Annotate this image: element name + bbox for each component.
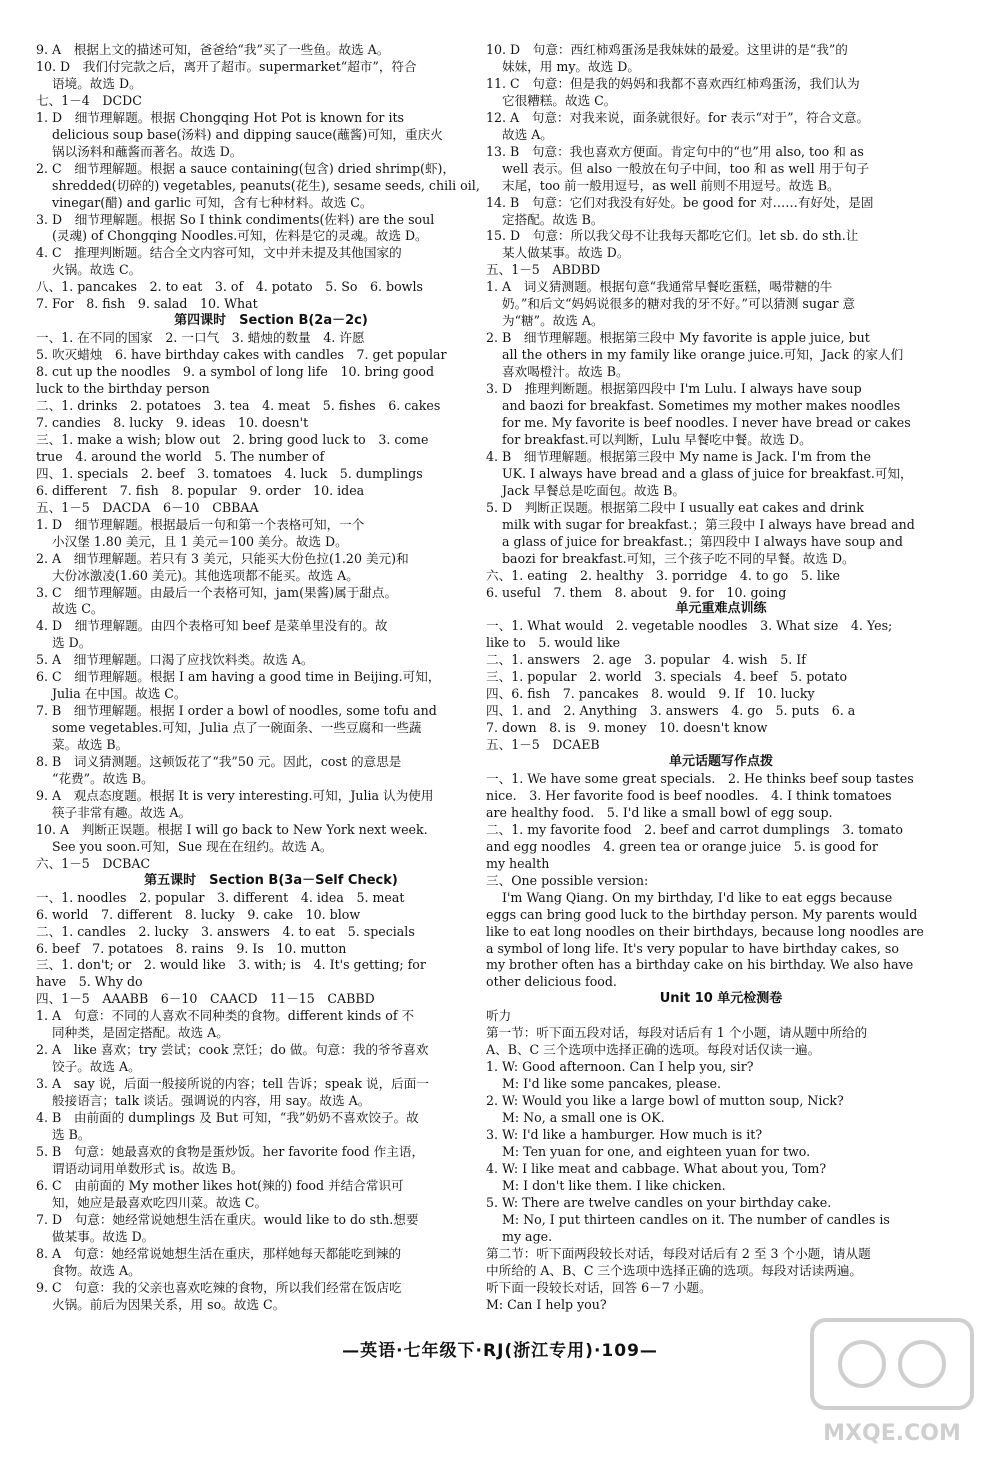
answer-line: 菜。故选 B。 [52,737,129,753]
answer-line: some vegetables.可知，Julia 点了一碗面条、一些豆腐和一些蔬 [52,720,422,736]
answer-line: like to eat long noodles on their birthdays, because long noodles are [486,923,924,939]
answer-line: 2. A 细节理解题。若只有 3 美元，只能买大份色拉(1.20 美元)和 [36,550,409,566]
answer-line: 8. B 词义猜测题。这顿饭花了“我”50 元。因此，cost 的意思是 [36,754,402,770]
answer-line: 四、6. fish 7. pancakes 8. would 9. If 10. lucky [486,686,815,702]
answer-line: 8. cut up the noodles 9. a symbol of long life 10. bring good [36,364,435,380]
answer-line: 第一节：听下面五段对话，每段对话后有 1 个小题，请从题中所给的 [486,1025,868,1041]
answer-line: 7. For 8. fish 9. salad 10. What [36,296,258,312]
answer-line: 定搭配。故选 B。 [502,211,604,227]
answer-line: 5. 吹灭蜡烛 6. have birthday cakes with candles 7. get popular [36,347,447,363]
answer-line: 火锅。前后为因果关系，用 so。故选 C。 [52,1296,286,1312]
answer-line: a glass of juice for breakfast.；第四段中 I always have soup and [502,533,903,549]
answer-line: delicious soup base(汤料) and dipping sauce(蘸酱)可知，重庆火 [52,126,443,142]
answer-line: 第二节：听下面两段较长对话，每段对话后有 2 至 3 个小题，请从题 [486,1245,871,1261]
answer-line: 一、1. noodles 2. popular 3. different 4. idea 5. meat [36,889,405,905]
section-heading: 单元话题写作点拨 [668,754,773,770]
section-heading: 第五课时 Section B(3a－Self Check) [144,872,398,888]
answer-line: 食物。故选 A。 [52,1262,141,1278]
answer-line: 13. B 句意：我也喜欢方便面。肯定句中的“也”用 also, too 和 as [486,143,864,159]
answer-line: 1. D 细节理解题。根据最后一句和第一个表格可知，一个 [36,516,365,532]
answer-line: well 表示。但 also 一般放在句子中间，too 和 as well 用于句子 [502,160,870,176]
answer-line: 二、1. drinks 2. potatoes 3. tea 4. meat 5. fishes 6. cakes [36,398,441,414]
answer-line: 3. A say 说，后面一般接所说的内容；tell 告诉；speak 说，后面一 [36,1076,429,1092]
answer-line: A、B、C 三个选项中选择正确的选项。每段对话仅读一遍。 [486,1042,821,1058]
answer-line: 2. A like 喜欢；try 尝试；cook 烹饪；do 做。句意：我的爷爷喜欢 [36,1042,429,1058]
answer-line: 喜欢喝橙汁。故选 B。 [502,364,629,380]
answer-line: 10. A 判断正误题。根据 I will go back to New York next week. [36,821,428,837]
answer-line: 一、1. We have some great specials. 2. He thinks beef soup tastes [486,770,914,786]
answer-line: 14. B 句意：它们对我没有好处。be good for 对……有好处，是固 [486,194,874,210]
section-heading: 第四课时 Section B(2a－2c) [174,313,368,329]
answer-line: 1. D 细节理解题。根据 Chongqing Hot Pot is known for its [36,109,404,125]
answer-line: milk with sugar for breakfast.；第三段中 I always have bread and [502,516,915,532]
answer-line: 三、1. don't; or 2. would like 3. with; is 4. It's getting; for [36,957,426,973]
answer-line: 9. C 句意：我的父亲也喜欢吃辣的食物，所以我们经常在饭店吃 [36,1279,402,1295]
answer-line: 故选 A。 [502,126,553,142]
answer-line: 同种类，是固定搭配。故选 A。 [52,1025,229,1041]
answer-line: true 4. around the world 5. The number of [36,448,325,464]
answer-line: 四、1. specials 2. beef 3. tomatoes 4. luck 5. dumplings [36,465,423,481]
answer-line: Julia 在中国。故选 C。 [52,686,187,702]
answer-line: 五、1－5 DCAEB [486,737,600,753]
answer-line: 为“糖”。故选 A。 [502,313,604,329]
answer-line: 3. D 细节理解题。根据 So I think condiments(佐料) are the soul [36,211,435,227]
left-column [36,42,506,1313]
answer-line: 三、1. make a wish; blow out 2. bring good luck to 3. come [36,431,429,447]
answer-line: like to 5. would like [486,635,621,651]
answer-line: and egg noodles 4. green tea or orange juice 5. is good for [486,838,878,854]
answer-line: 15. D 句意：所以我父母不让我每天都吃它们。let sb. do sth.让 [486,228,859,244]
answer-line: 听下面一段较长对话，回答 6－7 小题。 [486,1279,712,1295]
answer-line: have 5. Why do [36,974,143,990]
answer-line: 7. B 细节理解题。根据 I order a bowl of noodles, some tofu and [36,703,437,719]
answer-line: 4. B 细节理解题。根据第三段中 My name is Jack. I'm from the [486,448,871,464]
answer-line: 12. A 句意：对我来说，面条就很好。for 表示“对于”，符合文意。 [486,109,870,125]
answer-line: 二、1. answers 2. age 3. popular 4. wish 5. If [486,652,806,668]
answer-line: 9. A 根据上文的描述可知，爸爸给“我”买了一些鱼。故选 A。 [36,42,390,57]
answer-line: 做某事。故选 D。 [52,1228,155,1244]
answer-line: 二、1. my favorite food 2. beef and carrot dumplings 3. tomato [486,821,903,837]
answer-line: 一、1. 在不同的国家 2. 一口气 3. 蜡烛的数量 4. 许愿 [36,330,365,346]
section-heading: 单元重难点训练 [675,601,767,617]
answer-line: 2. B 细节理解题。根据第三段中 My favorite is apple juice, but [486,330,870,346]
answer-line: 妹妹，用 my。故选 D。 [502,58,640,74]
answer-line: 三、One possible version: [486,872,649,888]
answer-line: 9. A 观点态度题。根据 It is very interesting.可知，Julia 认为使用 [36,787,434,803]
answer-line: See you soon.可知，Sue 现在在纽约。故选 A。 [52,838,333,854]
answer-line: 6. C 由前面的 My mother likes hot(辣的) food 并结合常识可 [36,1177,404,1193]
answer-line: “花费”。故选 B。 [52,770,154,786]
answer-line: all the others in my family like orange juice.可知，Jack 的家人们 [502,347,904,363]
answer-line: 四、1. and 2. Anything 3. answers 4. go 5. puts 6. a [486,703,856,719]
section-heading: Unit 10 单元检测卷 [659,991,783,1007]
answer-line: 5. B 句意：她最喜欢的食物是蛋炒饭。her favorite food 作主语， [36,1143,425,1159]
answer-line: 2. C 细节理解题。根据 a sauce containing(包含) dried shrimp(虾)， [36,160,456,176]
page-footer: —英语·七年级下·RJ(浙江专用)·109— [342,1341,658,1361]
answer-line: 7. down 8. is 9. money 10. doesn't know [486,720,768,736]
answer-line: my age. [502,1228,553,1244]
answer-line: are healthy food. 5. I'd like a small bowl of egg soup. [486,804,833,820]
answer-line: luck to the birthday person [36,381,210,397]
answer-line: 6. world 7. different 8. lucky 9. cake 10. blow [36,906,361,922]
answer-line: 它很糟糕。故选 C。 [502,92,617,108]
answer-line: 小汉堡 1.80 美元，且 1 美元＝100 美分。故选 D。 [52,533,348,549]
answer-line: 1. W: Good afternoon. Can I help you, sir? [486,1059,754,1075]
answer-line: baozi for breakfast.可知，三个孩子吃不同的早餐。故选 D。 [502,550,855,566]
answer-line: 1. A 句意：不同的人喜欢不同种类的食物。different kinds of 不 [36,1008,415,1024]
right-column [486,42,956,1313]
answer-line: for breakfast.可以判断，Lulu 早餐吃中餐。故选 D。 [502,431,812,447]
answer-line: 3. W: I'd like a hamburger. How much is it? [486,1127,763,1142]
answer-line: 语境。故选 D。 [52,75,142,91]
answer-line: 某人做某事。故选 D。 [502,245,630,261]
answer-line: 谓语动词用单数形式 is。故选 B。 [52,1160,244,1176]
answer-line: 4. C 推理判断题。结合全文内容可知，文中并未提及其他国家的 [36,245,402,261]
answer-line: M: No, I put thirteen candles on it. The number of candles is [502,1211,890,1227]
answer-line: 6. C 细节理解题。根据 I am having a good time in Beijing.可知， [36,669,441,685]
answer-line: 五、1－5 ABDBD [486,262,601,278]
answer-line: 故选 C。 [52,601,104,617]
answer-line: 二、1. candles 2. lucky 3. answers 4. to eat 5. specials [36,923,415,939]
answer-line: 饺子。故选 A。 [52,1059,141,1075]
answer-line: for me. My favorite is beef noodles. I never have bread or cakes [502,414,911,430]
answer-line: 3. C 细节理解题。由最后一个表格可知，jam(果酱)属于甜点。 [36,584,398,600]
answer-line: 七、1－4 DCDC [36,92,142,108]
answer-line: 4. W: I like meat and cabbage. What about you, Tom? [486,1160,827,1176]
answer-line: eggs can bring good luck to the birthday person. My parents would [486,906,918,922]
answer-line: a symbol of long life. It's very popular to have birthday cakes, so [486,940,899,956]
answer-line: 四、1－5 AAABB 6－10 CAACD 11－15 CABBD [36,991,375,1007]
answer-line: 3. D 推理判断题。根据第四段中 I'm Lulu. I always have soup [486,381,862,397]
answer-line: 7. candies 8. lucky 9. ideas 10. doesn't [36,414,309,430]
answer-line: 锅以汤料和蘸酱而著名。故选 D。 [52,143,243,159]
answer-line: 6. different 7. fish 8. popular 9. order 10. idea [36,482,365,498]
answer-line: shredded(切碎的) vegetables, peanuts(花生), sesame seeds, chili oil, [52,177,480,193]
answer-line: M: I'd like some pancakes, please. [502,1076,721,1092]
answer-line: 火锅。故选 C。 [52,262,142,278]
answer-line: M: No, a small one is OK. [502,1110,665,1126]
svg-text:MXQE.COM: MXQE.COM [823,1421,961,1446]
answer-line: 5. W: There are twelve candles on your birthday cake. [486,1194,832,1210]
answer-line: 中所给的 A、B、C 三个选项中选择正确的选项。每段对话读两遍。 [486,1262,863,1278]
answer-line: my health [486,855,550,871]
answer-line: 知，她应是最喜欢吃四川菜。故选 C。 [52,1194,268,1210]
answer-line: nice. 3. Her favorite food is beef noodles. 4. I think tomatoes [486,787,892,803]
answer-line: 五、1－5 DACDA 6－10 CBBAA [36,499,259,515]
answer-line: UK. I always have bread and a glass of juice for breakfast.可知， [502,465,913,481]
answer-line: Jack 早餐总是吃面包。故选 B。 [502,482,686,498]
answer-line: and baozi for breakfast. Sometimes my mother makes noodles [502,398,901,414]
answer-line: 1. A 词义猜测题。根据句意“我通常早餐吃蛋糕，喝带糖的牛 [486,279,833,295]
answer-line: 6. useful 7. them 8. about 9. for 10. going [486,584,787,600]
answer-line: vinegar(醋) and garlic 可知，含有七种材料。故选 C。 [52,194,373,210]
answer-line: 听力 [486,1008,512,1024]
answer-line: 奶。”和后文“妈妈说很多的糖对我的牙不好。”可以猜测 sugar 意 [502,296,856,312]
answer-line: 4. D 细节理解题。由四个表格可知 beef 是菜单里没有的。故 [36,618,388,634]
answer-line: M: Can I help you? [486,1296,607,1312]
answer-line: 一、1. What would 2. vegetable noodles 3. What size 4. Yes; [486,618,893,634]
answer-line: other delicious food. [486,974,617,990]
answer-line: 末尾，too 前一般用逗号，as well 前则不用逗号。故选 B。 [502,177,840,193]
answer-line: (灵魂) of Chongqing Noodles.可知，佐料是它的灵魂。故选 D。 [52,228,428,244]
answer-line: I'm Wang Qiang. On my birthday, I'd like to eat eggs because [502,889,893,905]
answer-line: 般接语言；talk 谈话。强调说的内容，用 say。故选 A。 [52,1093,371,1109]
answer-line: 六、1－5 DCBAC [36,855,151,871]
answer-line: 选 B。 [52,1127,91,1142]
answer-line: 选 D。 [52,635,92,651]
answer-line: 8. A 句意：她经常说她想生活在重庆，那样她每天都能吃到辣的 [36,1245,402,1261]
answer-line: 5. A 细节理解题。口渴了应找饮料类。故选 A。 [36,652,314,668]
answer-line: 大份冰激凌(1.60 美元)。其他选项都不能买。故选 A。 [52,567,359,583]
answer-line: 2. W: Would you like a large bowl of mutton soup, Nick? [486,1093,844,1109]
answer-line: 10. D 句意：西红柿鸡蛋汤是我妹妹的最爱。这里讲的是“我”的 [486,42,848,57]
answer-line: my brother often has a birthday cake on his birthday. We also have [486,957,914,973]
answer-line: M: I don't like them. I like chicken. [502,1177,726,1193]
answer-line: M: Ten yuan for one, and eighteen yuan for two. [502,1143,811,1159]
answer-line: 4. B 由前面的 dumplings 及 But 可知，“我”奶奶不喜欢饺子。故 [36,1110,419,1126]
answer-line: 5. D 判断正误题。根据第二段中 I usually eat cakes and drink [486,499,864,515]
answer-line: 11. C 句意：但是我的妈妈和我都不喜欢西红柿鸡蛋汤，我们认为 [486,75,860,91]
answer-line: 三、1. popular 2. world 3. specials 4. beef 5. potato [486,669,848,685]
answer-line: 筷子非常有趣。故选 A。 [52,804,192,820]
answer-line: 6. beef 7. potatoes 8. rains 9. Is 10. mutton [36,940,347,956]
answer-line: 7. D 句意：她经常说她想生活在重庆。would like to do sth.想要 [36,1211,419,1227]
answer-line: 六、1. eating 2. healthy 3. porridge 4. to go 5. like [486,567,840,583]
answer-line: 八、1. pancakes 2. to eat 3. of 4. potato 5. So 6. bowls [36,279,423,295]
answer-line: 10. D 我们付完款之后，离开了超市。supermarket“超市”，符合 [36,58,417,74]
watermark-logo [802,1312,982,1452]
